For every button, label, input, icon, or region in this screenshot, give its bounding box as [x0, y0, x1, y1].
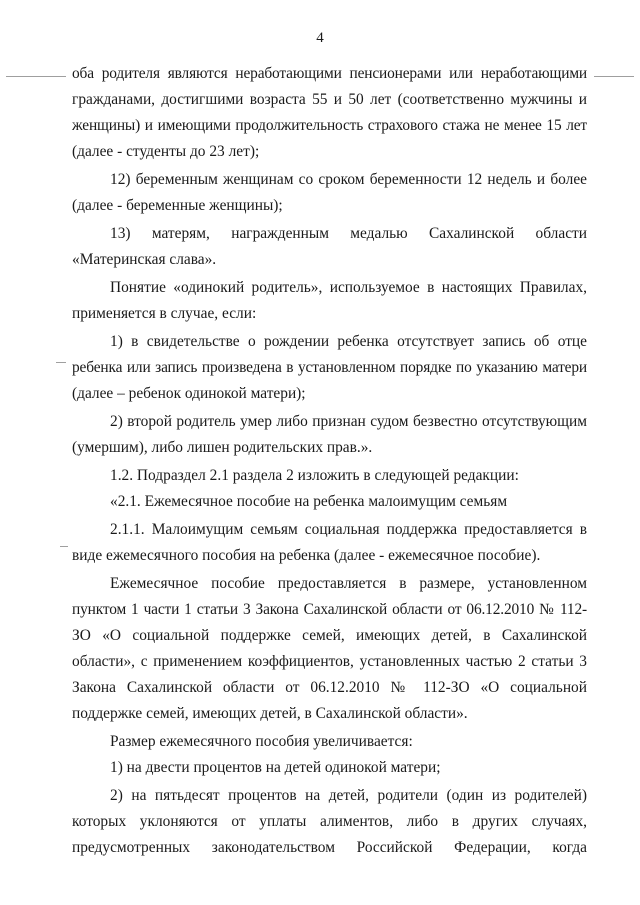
paragraph-line: женщины) и имеющими продолжительность страхового стажа не менее 15 лет	[72, 117, 587, 134]
paragraph-line: (далее - беременные женщины);	[72, 197, 283, 214]
page-number: 4	[316, 30, 324, 46]
scan-artifact-line	[594, 76, 634, 77]
paragraph-line: 12) беременным женщинам со сроком беременности 12 недель и более	[110, 171, 587, 188]
paragraph-line: виде ежемесячного пособия на ребенка (далее - ежемесячное пособие).	[72, 547, 541, 564]
paragraph-line: ребенка или запись произведена в установленном порядке по указанию матери	[72, 359, 587, 376]
paragraph-line: (далее – ребенок одинокой матери);	[72, 385, 306, 402]
paragraph-line: оба родителя являются неработающими пенсионерами или неработающими	[72, 65, 587, 82]
paragraph-line: 1) в свидетельстве о рождении ребенка отсутствует запись об отце	[110, 333, 587, 350]
paragraph-line: области», с применением коэффициентов, установленных частью 2 статьи 3	[72, 653, 587, 670]
paragraph-line: 2) второй родитель умер либо признан судом безвестно отсутствующим	[110, 413, 587, 430]
paragraph-line: 2.1.1. Малоимущим семьям социальная поддержка предоставляется в	[110, 521, 587, 538]
scan-artifact-line	[60, 546, 68, 547]
paragraph-line: Закона Сахалинской области от 06.12.2010 № 112-ЗО «О социальной	[72, 679, 587, 696]
paragraph-line: ЗО «О социальной поддержке семей, имеющих детей, в Сахалинской	[72, 627, 587, 644]
paragraph-line: «2.1. Ежемесячное пособие на ребенка малоимущим семьям	[110, 493, 508, 510]
paragraph-line: 1.2. Подраздел 2.1 раздела 2 изложить в следующей редакции:	[110, 467, 519, 484]
paragraph-line: «Материнская слава».	[72, 251, 217, 268]
paragraph-line: Понятие «одинокий родитель», используемое в настоящих Правилах,	[110, 279, 587, 296]
paragraph-line: применяется в случае, если:	[72, 305, 257, 322]
paragraph-line: 1) на двести процентов на детей одинокой матери;	[110, 759, 441, 776]
paragraph-line: пунктом 1 части 1 статьи 3 Закона Сахалинской области от 06.12.2010 № 112-	[72, 601, 587, 618]
paragraph-line: поддержке семей, имеющих детей, в Сахалинской области».	[72, 705, 468, 722]
scan-artifact-line	[56, 362, 66, 363]
paragraph-line: (умершим), либо лишен родительских прав.».	[72, 439, 373, 456]
paragraph-line: предусмотренных законодательством Российской Федерации, когда	[72, 839, 587, 856]
paragraph-line: (далее - студенты до 23 лет);	[72, 143, 260, 160]
paragraph-line: 13) матерям, награжденным медалью Сахалинской области	[110, 225, 587, 242]
paragraph-line: Ежемесячное пособие предоставляется в размере, установленном	[110, 575, 587, 592]
paragraph-line: 2) на пятьдесят процентов на детей, родители (один из родителей)	[110, 787, 587, 804]
paragraph-line: которых уклоняются от уплаты алиментов, либо в других случаях,	[72, 813, 587, 830]
paragraph-line: гражданами, достигшими возраста 55 и 50 лет (соответственно мужчины и	[72, 91, 587, 108]
scan-artifact-line	[6, 76, 66, 77]
paragraph-line: Размер ежемесячного пособия увеличивается:	[110, 733, 413, 750]
